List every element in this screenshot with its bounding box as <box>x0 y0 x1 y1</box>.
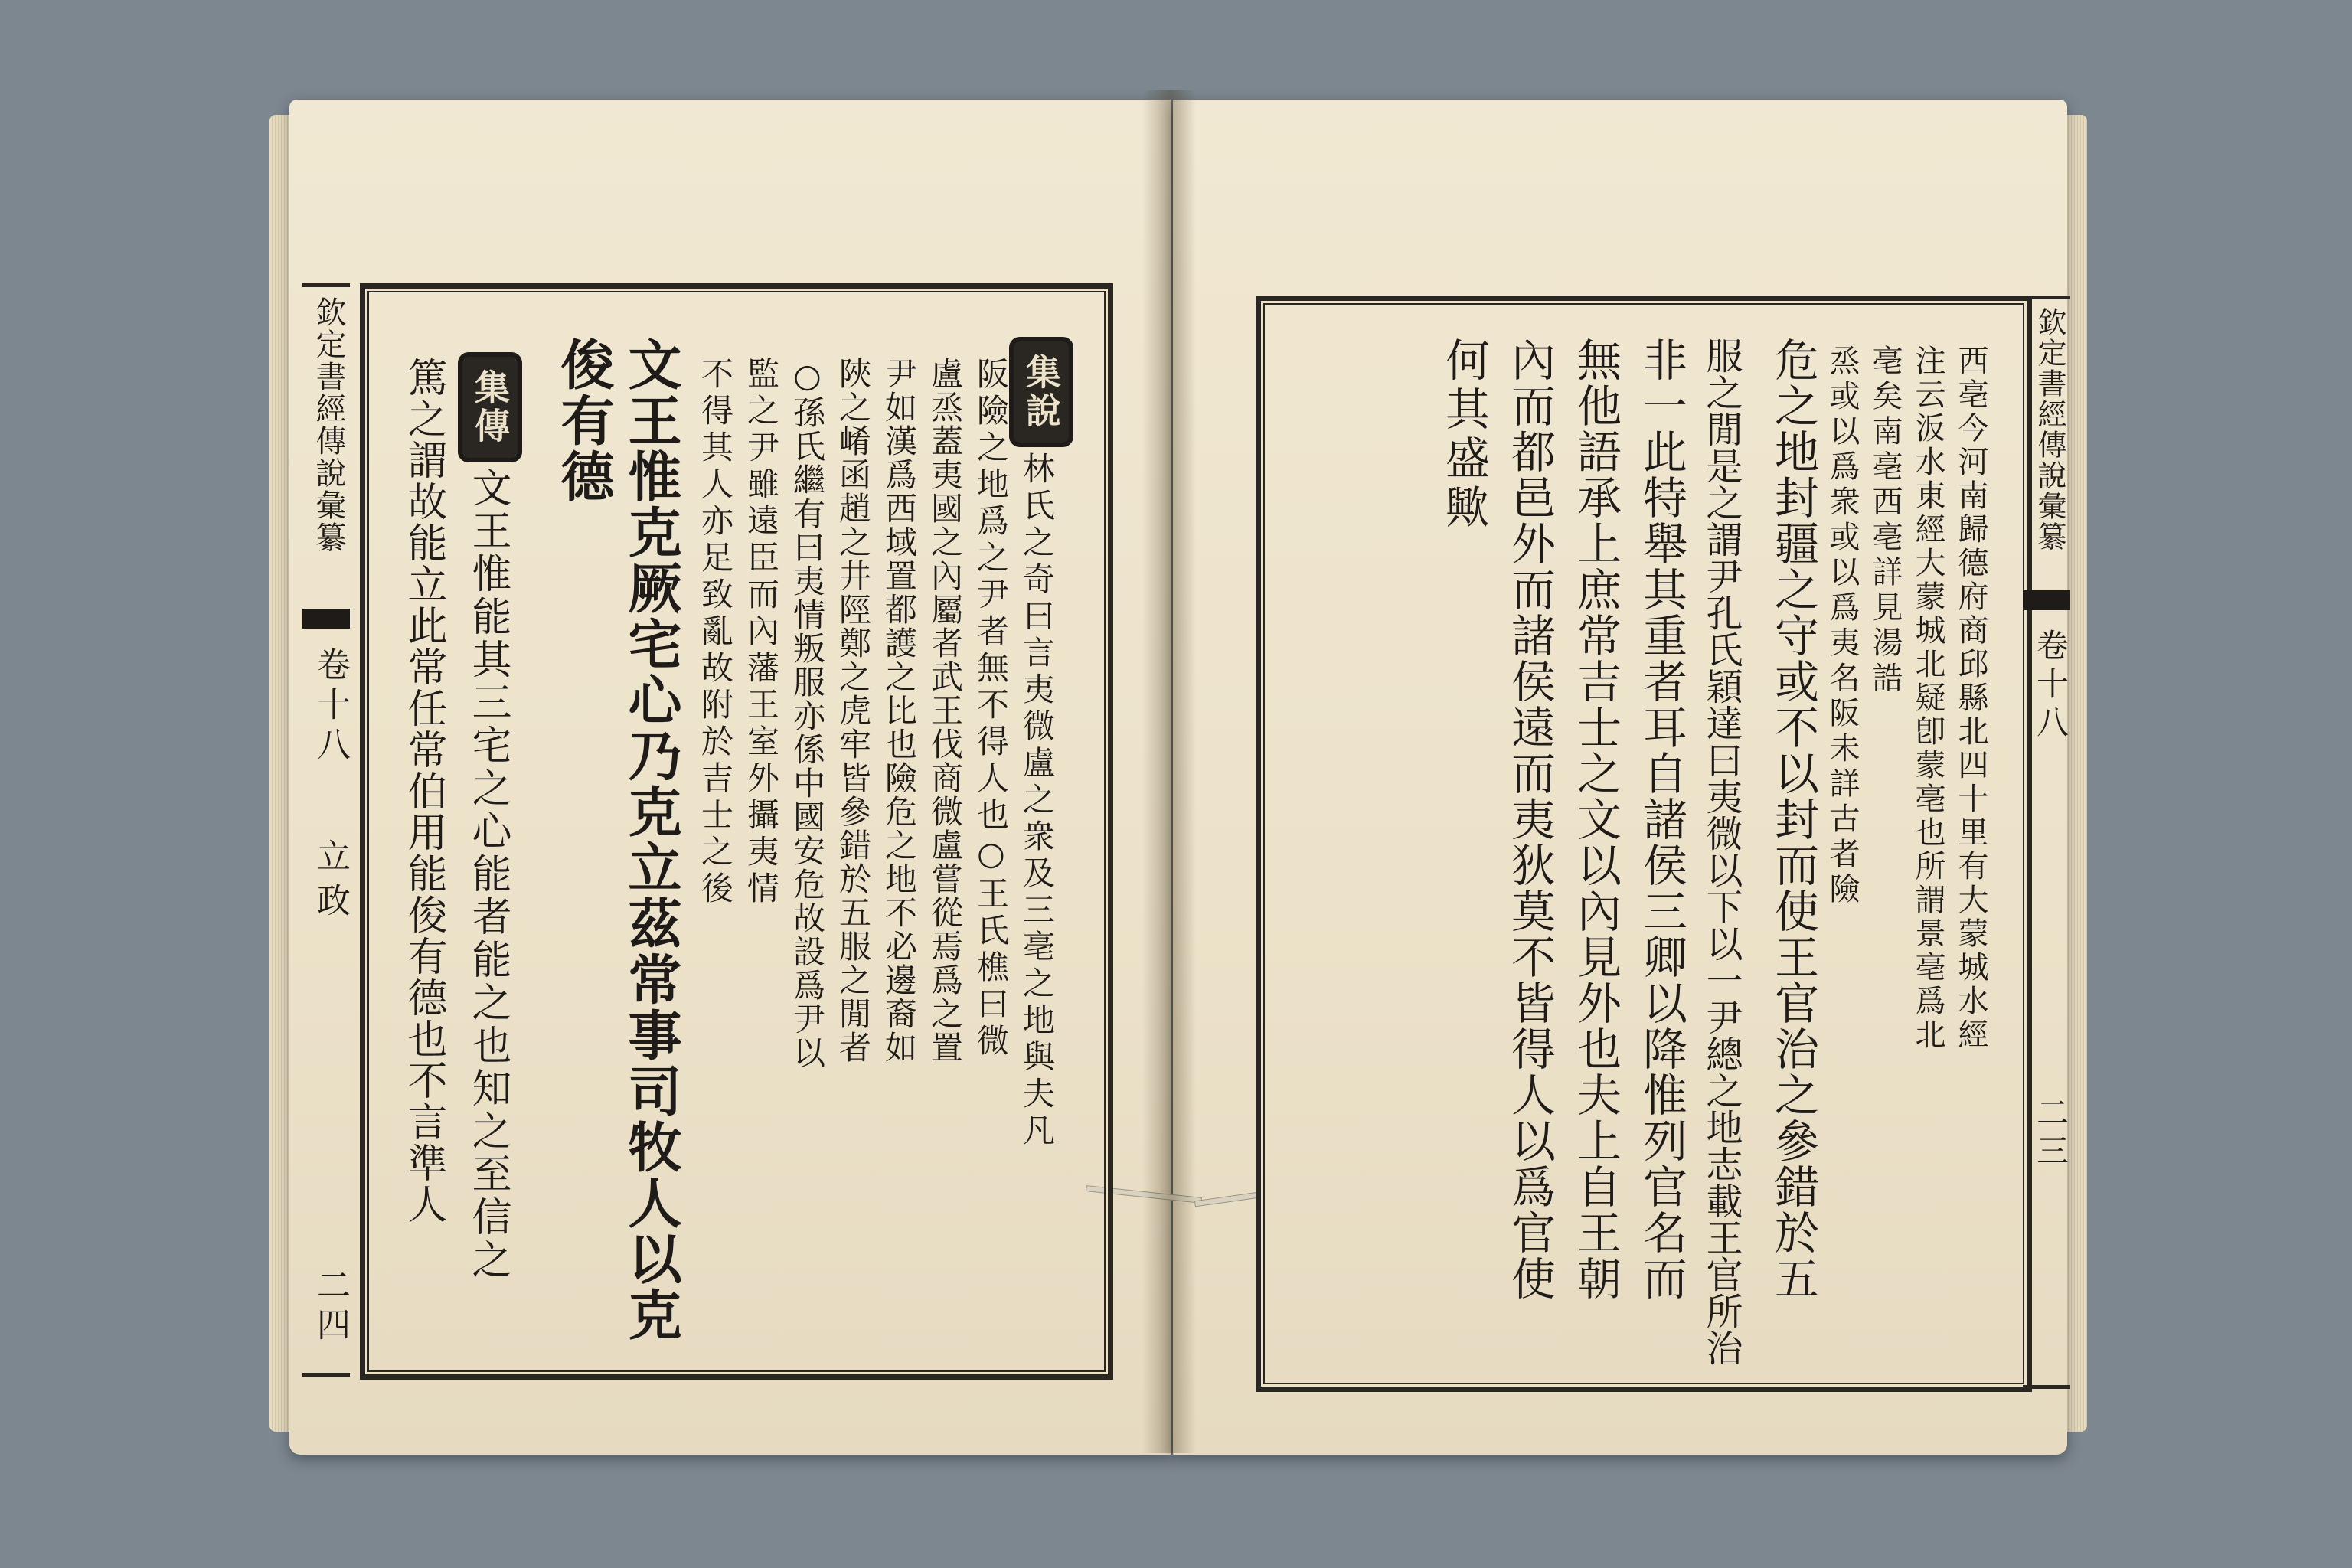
text-column: 服之閒是之謂尹孔氏穎達曰夷微以下以一尹總之地志載王官所治 <box>1700 337 1743 1366</box>
left-page-number: 二四 <box>311 1267 350 1347</box>
text-column: 尹如漢爲西域置都護之比也險危之地不必邊裔如 <box>880 357 918 1064</box>
annotation-seal-jizhuan <box>458 352 522 462</box>
fishtail-mark <box>302 609 350 629</box>
text-column: 不得其人亦足致亂故附於吉士之後 <box>697 357 734 908</box>
book-spine <box>1142 90 1196 1453</box>
left-margin-title: 欽定書經傳說彙纂 <box>311 296 346 554</box>
text-column: 非一此特舉其重者耳自諸侯三卿以降惟列官名而 <box>1635 337 1687 1302</box>
left-margin-chapter: 立政 <box>311 838 350 927</box>
right-margin-column <box>2023 296 2070 1389</box>
text-column: 注云汳水東經大蒙城北疑卽蒙亳也所謂景亳爲北 <box>1910 345 1945 1052</box>
text-column: 盧烝蓋夷國之內屬者武王伐商微盧嘗從焉爲之置 <box>926 357 964 1064</box>
text-column: 林氏之奇曰言夷微盧之衆及三亳之地與夫凡 <box>1018 452 1056 1150</box>
seal-label: 集說 <box>1021 354 1062 430</box>
right-margin-title: 欽定書經傳說彙纂 <box>2033 307 2066 552</box>
text-column: 危之地封疆之守或不以封而使王官治之參錯於五 <box>1767 337 1819 1302</box>
text-column: 內而都邑外而諸侯遠而夷狄莫不皆得人以爲官使 <box>1504 337 1556 1302</box>
text-column: 陜之崤函趙之井陘鄭之虎牢皆參錯於五服之閒者 <box>835 357 872 1064</box>
text-column: 烝或以爲衆或以爲夷名阪未詳古者險 <box>1824 345 1860 908</box>
text-column: 監之尹雖遠臣而內藩王室外攝夷情 <box>743 357 780 908</box>
right-page-number: 二三 <box>2032 1096 2069 1172</box>
text-column: 阪險之地爲之尹者無不得人也○王氏樵曰微 <box>972 357 1010 1060</box>
main-text-column: 俊有德 <box>552 337 616 505</box>
text-column: ○孫氏繼有曰夷情叛服亦係中國安危故設爲尹以 <box>789 357 826 1070</box>
text-column: 亳矣南亳西亳詳見湯誥 <box>1867 345 1903 697</box>
right-margin-volume: 卷十八 <box>2032 629 2069 743</box>
text-column: 何其盛歟 <box>1438 337 1490 533</box>
main-text-column: 文王惟克厥宅心乃克立茲常事司牧人以克 <box>619 337 683 1343</box>
seal-label: 集傳 <box>469 369 511 446</box>
annotation-seal-jishuo <box>1009 337 1073 447</box>
text-column: 無他語承上庶常吉士之文以內見外也夫上自王朝 <box>1570 337 1622 1302</box>
left-margin-column <box>302 283 350 1377</box>
left-margin-volume: 卷十八 <box>311 647 350 766</box>
text-column: 文王惟能其三宅之心能者能之也知之至信之 <box>465 467 511 1282</box>
fishtail-mark <box>2023 590 2070 610</box>
text-column: 西亳今河南歸德府商邱縣北四十里有大蒙城水經 <box>1953 345 1988 1052</box>
text-column: 篤之謂故能立此常任常伯用能俊有德也不言準人 <box>400 357 446 1225</box>
